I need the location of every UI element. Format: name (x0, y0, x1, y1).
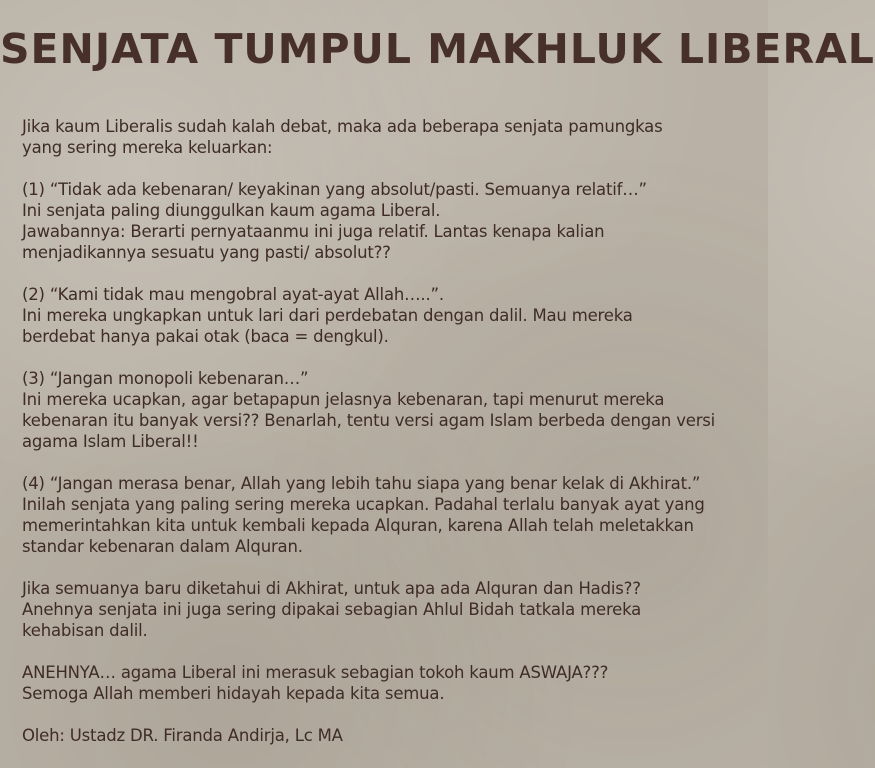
text-line: agama Islam Liberal!! (22, 432, 199, 451)
text-line: Jawabannya: Berarti pernyataanmu ini juga relatif. Lantas kenapa kalian (22, 222, 605, 241)
text-line: menjadikannya sesuatu yang pasti/ absolut?? (22, 243, 391, 262)
text-line: Ini senjata paling diunggulkan kaum agama Liberal. (22, 201, 441, 220)
point-3-paragraph (22, 368, 762, 452)
text-line: (3) “Jangan monopoli kebenaran…” (22, 369, 309, 388)
text-line: Jika semuanya baru diketahui di Akhirat, untuk apa ada Alquran dan Hadis?? (22, 579, 641, 598)
text-line: kehabisan dalil. (22, 621, 148, 640)
text-line: Ini mereka ucapkan, agar betapapun jelasnya kebenaran, tapi menurut mereka (22, 390, 665, 409)
point-4-paragraph (22, 473, 762, 557)
text-line: memerintahkan kita untuk kembali kepada Alquran, karena Allah telah meletakkan (22, 516, 694, 535)
point-2-paragraph (22, 284, 762, 347)
text-line: Anehnya senjata ini juga sering dipakai sebagian Ahlul Bidah tatkala mereka (22, 600, 642, 619)
text-line: (4) “Jangan merasa benar, Allah yang lebih tahu siapa yang benar kelak di Akhirat.” (22, 474, 701, 493)
author-credit: Oleh: Ustadz DR. Firanda Andirja, Lc MA (22, 726, 343, 745)
article-body (22, 116, 762, 746)
intro-paragraph (22, 116, 762, 158)
paragraph-spacer (22, 452, 762, 473)
paragraph-spacer (22, 704, 762, 725)
paragraph-spacer (22, 347, 762, 368)
paragraph-spacer (22, 158, 762, 179)
page-title: SENJATA TUMPUL MAKHLUK LIBERAL (0, 25, 875, 73)
text-line: berdebat hanya pakai otak (baca = dengkul). (22, 327, 389, 346)
text-line: Ini mereka ungkapkan untuk lari dari perdebatan dengan dalil. Mau mereka (22, 306, 633, 325)
text-line: Semoga Allah memberi hidayah kepada kita semua. (22, 684, 445, 703)
text-line: (1) “Tidak ada kebenaran/ keyakinan yang absolut/pasti. Semuanya relatif…” (22, 180, 647, 199)
closing-paragraph (22, 662, 762, 704)
text-line: (2) “Kami tidak mau mengobral ayat-ayat Allah…..”. (22, 285, 444, 304)
point-1-paragraph (22, 179, 762, 263)
paragraph-spacer (22, 641, 762, 662)
paragraph-spacer (22, 557, 762, 578)
text-line: Inilah senjata yang paling sering mereka ucapkan. Padahal terlalu banyak ayat yang (22, 495, 705, 514)
text-line: Jika kaum Liberalis sudah kalah debat, maka ada beberapa senjata pamungkas (22, 117, 663, 136)
text-line: kebenaran itu banyak versi?? Benarlah, tentu versi agam Islam berbeda dengan versi (22, 411, 716, 430)
text-line: ANEHNYA… agama Liberal ini merasuk sebagian tokoh kaum ASWAJA??? (22, 663, 609, 682)
paragraph-spacer (22, 263, 762, 284)
akhirat-paragraph (22, 578, 762, 641)
text-line: yang sering mereka keluarkan: (22, 138, 273, 157)
text-line: standar kebenaran dalam Alquran. (22, 537, 303, 556)
